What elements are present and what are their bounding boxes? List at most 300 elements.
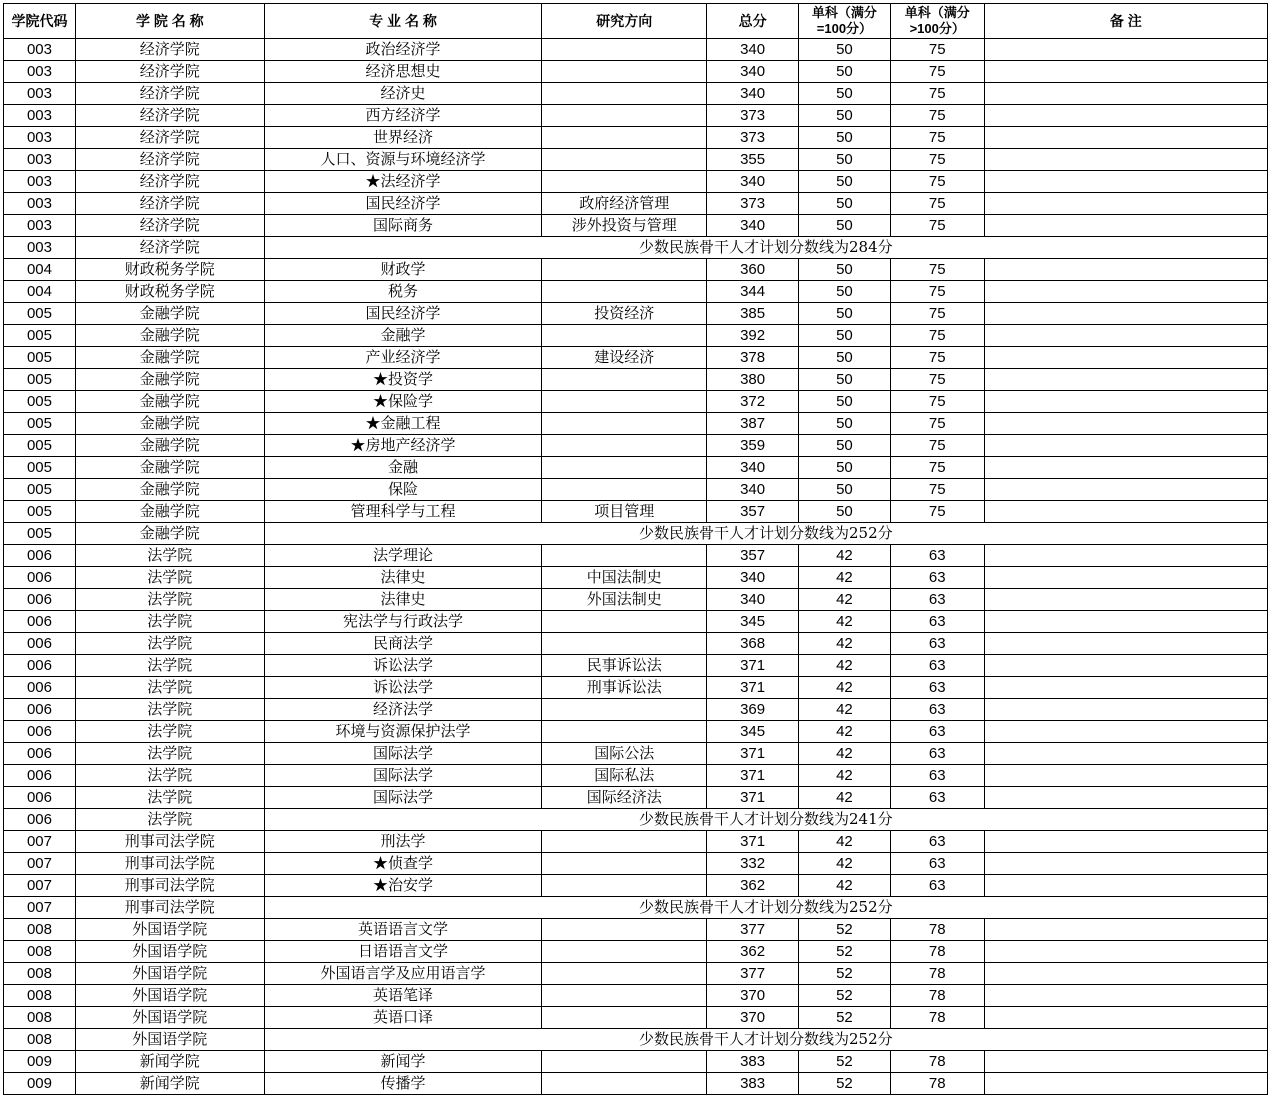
cell-single-100: 52 [799, 919, 891, 941]
cell-total: 344 [707, 281, 799, 303]
cell-major: 管理科学与工程 [264, 501, 542, 523]
cell-single-over-100: 75 [890, 501, 984, 523]
cell-single-over-100: 75 [890, 281, 984, 303]
cell-college: 金融学院 [75, 391, 264, 413]
cell-single-100: 50 [799, 303, 891, 325]
table-row [4, 941, 1268, 963]
cell-direction [542, 875, 707, 897]
cell-major: 世界经济 [264, 127, 542, 149]
cell-remark [984, 83, 1267, 105]
cell-major: ★法经济学 [264, 171, 542, 193]
cell-single-over-100: 75 [890, 303, 984, 325]
cell-code: 003 [4, 105, 76, 127]
cell-remark [984, 61, 1267, 83]
cell-major: 财政学 [264, 259, 542, 281]
cell-single-over-100: 63 [890, 677, 984, 699]
cell-college: 外国语学院 [75, 985, 264, 1007]
table-row [4, 435, 1268, 457]
cell-total: 360 [707, 259, 799, 281]
table-row [4, 171, 1268, 193]
cell-code: 008 [4, 1007, 76, 1029]
cell-remark [984, 743, 1267, 765]
cell-direction [542, 633, 707, 655]
cell-direction [542, 413, 707, 435]
cell-major: 国民经济学 [264, 193, 542, 215]
cell-single-over-100: 75 [890, 391, 984, 413]
cell-single-100: 50 [799, 501, 891, 523]
cell-single-100: 50 [799, 413, 891, 435]
cell-major: 西方经济学 [264, 105, 542, 127]
cell-single-100: 50 [799, 105, 891, 127]
cell-total: 371 [707, 655, 799, 677]
note-row [4, 809, 1268, 831]
cell-single-100: 42 [799, 743, 891, 765]
cell-code: 006 [4, 743, 76, 765]
cell-code: 005 [4, 413, 76, 435]
cell-single-100: 50 [799, 127, 891, 149]
table-row [4, 655, 1268, 677]
table-row [4, 963, 1268, 985]
cell-total: 383 [707, 1073, 799, 1095]
cell-total: 371 [707, 677, 799, 699]
cell-single-over-100: 63 [890, 743, 984, 765]
cell-college: 刑事司法学院 [75, 875, 264, 897]
cell-direction: 民事诉讼法 [542, 655, 707, 677]
cell-direction: 政府经济管理 [542, 193, 707, 215]
cell-code: 003 [4, 171, 76, 193]
cell-total: 370 [707, 985, 799, 1007]
cell-single-100: 50 [799, 171, 891, 193]
cell-code: 006 [4, 633, 76, 655]
cell-single-100: 50 [799, 259, 891, 281]
cell-college: 财政税务学院 [75, 259, 264, 281]
header-college: 学 院 名 称 [75, 4, 264, 39]
cell-total: 373 [707, 105, 799, 127]
cell-single-over-100: 63 [890, 545, 984, 567]
cell-code: 006 [4, 721, 76, 743]
table-row [4, 83, 1268, 105]
header-total: 总分 [707, 4, 799, 39]
cell-direction [542, 1007, 707, 1029]
table-row [4, 39, 1268, 61]
cell-college: 法学院 [75, 809, 264, 831]
cell-single-over-100: 78 [890, 1073, 984, 1095]
cell-direction: 国际经济法 [542, 787, 707, 809]
cell-remark [984, 105, 1267, 127]
cell-remark [984, 919, 1267, 941]
cell-total: 370 [707, 1007, 799, 1029]
cell-college: 经济学院 [75, 83, 264, 105]
cell-remark [984, 589, 1267, 611]
cell-single-over-100: 63 [890, 875, 984, 897]
table-row [4, 479, 1268, 501]
cell-single-100: 52 [799, 1007, 891, 1029]
cell-remark [984, 369, 1267, 391]
cell-single-100: 50 [799, 479, 891, 501]
cell-direction [542, 919, 707, 941]
table-row [4, 281, 1268, 303]
cell-major: 外国语言学及应用语言学 [264, 963, 542, 985]
cell-single-100: 42 [799, 721, 891, 743]
cell-total: 340 [707, 457, 799, 479]
cell-college: 刑事司法学院 [75, 853, 264, 875]
cell-major: 宪法学与行政法学 [264, 611, 542, 633]
table-row [4, 105, 1268, 127]
table-row [4, 369, 1268, 391]
cell-single-100: 42 [799, 875, 891, 897]
cell-major: 政治经济学 [264, 39, 542, 61]
cell-remark [984, 259, 1267, 281]
cell-single-100: 50 [799, 215, 891, 237]
cell-major: 国际法学 [264, 743, 542, 765]
cell-major: 保险 [264, 479, 542, 501]
cell-direction [542, 61, 707, 83]
cell-code: 008 [4, 985, 76, 1007]
table-row [4, 215, 1268, 237]
cell-direction [542, 105, 707, 127]
cell-college: 经济学院 [75, 61, 264, 83]
cell-code: 005 [4, 325, 76, 347]
cell-major: 国际法学 [264, 765, 542, 787]
cell-code: 007 [4, 853, 76, 875]
cell-direction [542, 941, 707, 963]
cell-college: 经济学院 [75, 39, 264, 61]
cell-remark [984, 1073, 1267, 1095]
cell-college: 法学院 [75, 655, 264, 677]
cell-remark [984, 831, 1267, 853]
cell-total: 380 [707, 369, 799, 391]
cell-major: 民商法学 [264, 633, 542, 655]
table-row [4, 347, 1268, 369]
cell-major: 新闻学 [264, 1051, 542, 1073]
cell-remark [984, 985, 1267, 1007]
table-row [4, 61, 1268, 83]
cell-code: 008 [4, 1029, 76, 1051]
cell-single-100: 42 [799, 589, 891, 611]
cell-single-100: 50 [799, 347, 891, 369]
cell-direction: 项目管理 [542, 501, 707, 523]
cell-total: 340 [707, 61, 799, 83]
cell-remark [984, 545, 1267, 567]
cell-single-100: 50 [799, 391, 891, 413]
cell-total: 340 [707, 567, 799, 589]
cell-remark [984, 215, 1267, 237]
table-row [4, 567, 1268, 589]
cell-single-100: 52 [799, 941, 891, 963]
cell-total: 373 [707, 193, 799, 215]
cell-college: 经济学院 [75, 127, 264, 149]
cell-direction: 刑事诉讼法 [542, 677, 707, 699]
cell-code: 006 [4, 787, 76, 809]
cell-single-over-100: 75 [890, 413, 984, 435]
cell-single-over-100: 75 [890, 479, 984, 501]
cell-single-over-100: 63 [890, 853, 984, 875]
cell-college: 金融学院 [75, 369, 264, 391]
header-direction: 研究方向 [542, 4, 707, 39]
cell-remark [984, 413, 1267, 435]
cell-remark [984, 765, 1267, 787]
note-row [4, 237, 1268, 259]
cell-single-over-100: 63 [890, 831, 984, 853]
table-row [4, 501, 1268, 523]
cell-major: 法律史 [264, 589, 542, 611]
cell-single-over-100: 63 [890, 655, 984, 677]
cell-college: 新闻学院 [75, 1051, 264, 1073]
cell-code: 009 [4, 1051, 76, 1073]
cell-single-over-100: 63 [890, 633, 984, 655]
cell-major: ★保险学 [264, 391, 542, 413]
cell-direction [542, 259, 707, 281]
cell-code: 006 [4, 545, 76, 567]
cell-major: 法律史 [264, 567, 542, 589]
cell-remark [984, 193, 1267, 215]
table-row [4, 193, 1268, 215]
table-row [4, 633, 1268, 655]
cell-major: 英语笔译 [264, 985, 542, 1007]
table-row [4, 303, 1268, 325]
cell-college: 法学院 [75, 743, 264, 765]
table-row [4, 699, 1268, 721]
cell-single-over-100: 63 [890, 589, 984, 611]
header-row [4, 4, 1268, 39]
cell-single-100: 42 [799, 633, 891, 655]
cell-college: 外国语学院 [75, 919, 264, 941]
cell-college: 外国语学院 [75, 963, 264, 985]
cell-direction [542, 963, 707, 985]
cell-major: 产业经济学 [264, 347, 542, 369]
header-remark: 备 注 [984, 4, 1267, 39]
cell-single-over-100: 75 [890, 347, 984, 369]
cell-single-over-100: 75 [890, 325, 984, 347]
cell-college: 金融学院 [75, 479, 264, 501]
cell-college: 法学院 [75, 545, 264, 567]
cell-college: 法学院 [75, 611, 264, 633]
cell-total: 371 [707, 765, 799, 787]
cell-remark [984, 501, 1267, 523]
cell-college: 法学院 [75, 677, 264, 699]
cell-major: 国际商务 [264, 215, 542, 237]
cell-single-100: 50 [799, 149, 891, 171]
cell-total: 332 [707, 853, 799, 875]
note-row [4, 897, 1268, 919]
cell-major: 传播学 [264, 1073, 542, 1095]
cell-remark [984, 149, 1267, 171]
cell-college: 法学院 [75, 567, 264, 589]
cell-code: 003 [4, 127, 76, 149]
cell-direction [542, 721, 707, 743]
cell-direction [542, 1051, 707, 1073]
cell-direction: 国际公法 [542, 743, 707, 765]
cell-total: 369 [707, 699, 799, 721]
cell-direction [542, 1073, 707, 1095]
cell-code: 006 [4, 765, 76, 787]
cell-single-100: 50 [799, 39, 891, 61]
cell-direction: 涉外投资与管理 [542, 215, 707, 237]
cell-remark [984, 941, 1267, 963]
cell-single-over-100: 75 [890, 83, 984, 105]
cell-college: 经济学院 [75, 237, 264, 259]
cell-major: 金融 [264, 457, 542, 479]
cell-single-over-100: 78 [890, 1051, 984, 1073]
cell-college: 刑事司法学院 [75, 897, 264, 919]
cell-direction: 投资经济 [542, 303, 707, 325]
cell-total: 340 [707, 215, 799, 237]
cell-single-over-100: 75 [890, 105, 984, 127]
cell-total: 340 [707, 589, 799, 611]
cell-major: 法学理论 [264, 545, 542, 567]
cell-total: 340 [707, 39, 799, 61]
cell-code: 008 [4, 941, 76, 963]
cell-single-over-100: 75 [890, 215, 984, 237]
cell-remark [984, 281, 1267, 303]
cell-single-100: 50 [799, 369, 891, 391]
cell-single-over-100: 75 [890, 171, 984, 193]
cell-single-over-100: 78 [890, 941, 984, 963]
cell-college: 金融学院 [75, 413, 264, 435]
cell-direction [542, 853, 707, 875]
cell-remark [984, 853, 1267, 875]
cell-total: 385 [707, 303, 799, 325]
score-table [3, 3, 1268, 1095]
table-row [4, 1051, 1268, 1073]
cell-major: 税务 [264, 281, 542, 303]
header-single-100: 单科（满分=100分） [799, 4, 891, 39]
cell-code: 007 [4, 897, 76, 919]
cell-note: 少数民族骨干人才计划分数线为241分 [264, 809, 1267, 831]
cell-direction [542, 369, 707, 391]
note-row [4, 1029, 1268, 1051]
cell-direction [542, 149, 707, 171]
table-row [4, 765, 1268, 787]
cell-total: 362 [707, 941, 799, 963]
cell-single-100: 50 [799, 281, 891, 303]
table-row [4, 875, 1268, 897]
table-row [4, 391, 1268, 413]
cell-college: 金融学院 [75, 457, 264, 479]
cell-single-100: 50 [799, 193, 891, 215]
cell-direction [542, 831, 707, 853]
cell-college: 经济学院 [75, 105, 264, 127]
table-row [4, 787, 1268, 809]
cell-total: 387 [707, 413, 799, 435]
cell-code: 005 [4, 347, 76, 369]
table-row [4, 457, 1268, 479]
cell-single-100: 42 [799, 831, 891, 853]
cell-direction [542, 699, 707, 721]
cell-code: 006 [4, 699, 76, 721]
cell-total: 345 [707, 721, 799, 743]
cell-code: 003 [4, 215, 76, 237]
cell-total: 368 [707, 633, 799, 655]
cell-major: ★金融工程 [264, 413, 542, 435]
cell-code: 005 [4, 479, 76, 501]
cell-total: 340 [707, 479, 799, 501]
cell-single-100: 42 [799, 765, 891, 787]
cell-code: 003 [4, 149, 76, 171]
cell-total: 378 [707, 347, 799, 369]
cell-code: 008 [4, 963, 76, 985]
cell-college: 金融学院 [75, 347, 264, 369]
cell-college: 法学院 [75, 633, 264, 655]
cell-single-100: 42 [799, 655, 891, 677]
cell-direction [542, 127, 707, 149]
cell-total: 377 [707, 919, 799, 941]
cell-code: 008 [4, 919, 76, 941]
cell-college: 经济学院 [75, 149, 264, 171]
cell-code: 003 [4, 83, 76, 105]
cell-single-over-100: 75 [890, 259, 984, 281]
cell-single-over-100: 75 [890, 457, 984, 479]
cell-direction [542, 39, 707, 61]
cell-code: 005 [4, 391, 76, 413]
cell-direction: 建设经济 [542, 347, 707, 369]
cell-single-100: 42 [799, 545, 891, 567]
cell-major: 刑法学 [264, 831, 542, 853]
cell-direction: 外国法制史 [542, 589, 707, 611]
cell-remark [984, 611, 1267, 633]
header-code: 学院代码 [4, 4, 76, 39]
cell-code: 003 [4, 61, 76, 83]
cell-remark [984, 479, 1267, 501]
cell-major: 诉讼法学 [264, 655, 542, 677]
cell-total: 357 [707, 545, 799, 567]
cell-major: ★投资学 [264, 369, 542, 391]
cell-code: 003 [4, 237, 76, 259]
table-row [4, 743, 1268, 765]
table-row [4, 677, 1268, 699]
cell-major: 诉讼法学 [264, 677, 542, 699]
cell-total: 392 [707, 325, 799, 347]
cell-total: 340 [707, 171, 799, 193]
cell-single-over-100: 78 [890, 985, 984, 1007]
cell-major: 经济史 [264, 83, 542, 105]
note-row [4, 523, 1268, 545]
cell-total: 340 [707, 83, 799, 105]
cell-remark [984, 787, 1267, 809]
cell-single-100: 52 [799, 1051, 891, 1073]
cell-remark [984, 567, 1267, 589]
header-major: 专 业 名 称 [264, 4, 542, 39]
cell-remark [984, 875, 1267, 897]
cell-major: 经济法学 [264, 699, 542, 721]
cell-direction [542, 83, 707, 105]
cell-major: ★房地产经济学 [264, 435, 542, 457]
cell-remark [984, 39, 1267, 61]
cell-remark [984, 127, 1267, 149]
cell-code: 005 [4, 523, 76, 545]
cell-direction [542, 611, 707, 633]
cell-single-over-100: 63 [890, 611, 984, 633]
cell-single-over-100: 63 [890, 787, 984, 809]
cell-direction [542, 391, 707, 413]
cell-single-100: 50 [799, 457, 891, 479]
cell-single-over-100: 63 [890, 699, 984, 721]
cell-single-100: 52 [799, 963, 891, 985]
cell-single-over-100: 75 [890, 193, 984, 215]
table-row [4, 545, 1268, 567]
cell-note: 少数民族骨干人才计划分数线为252分 [264, 897, 1267, 919]
cell-major: 日语语言文学 [264, 941, 542, 963]
cell-major: 英语语言文学 [264, 919, 542, 941]
cell-remark [984, 325, 1267, 347]
cell-code: 007 [4, 831, 76, 853]
cell-college: 外国语学院 [75, 1007, 264, 1029]
cell-remark [984, 1051, 1267, 1073]
cell-code: 006 [4, 655, 76, 677]
cell-code: 005 [4, 501, 76, 523]
cell-single-over-100: 75 [890, 61, 984, 83]
cell-code: 006 [4, 589, 76, 611]
